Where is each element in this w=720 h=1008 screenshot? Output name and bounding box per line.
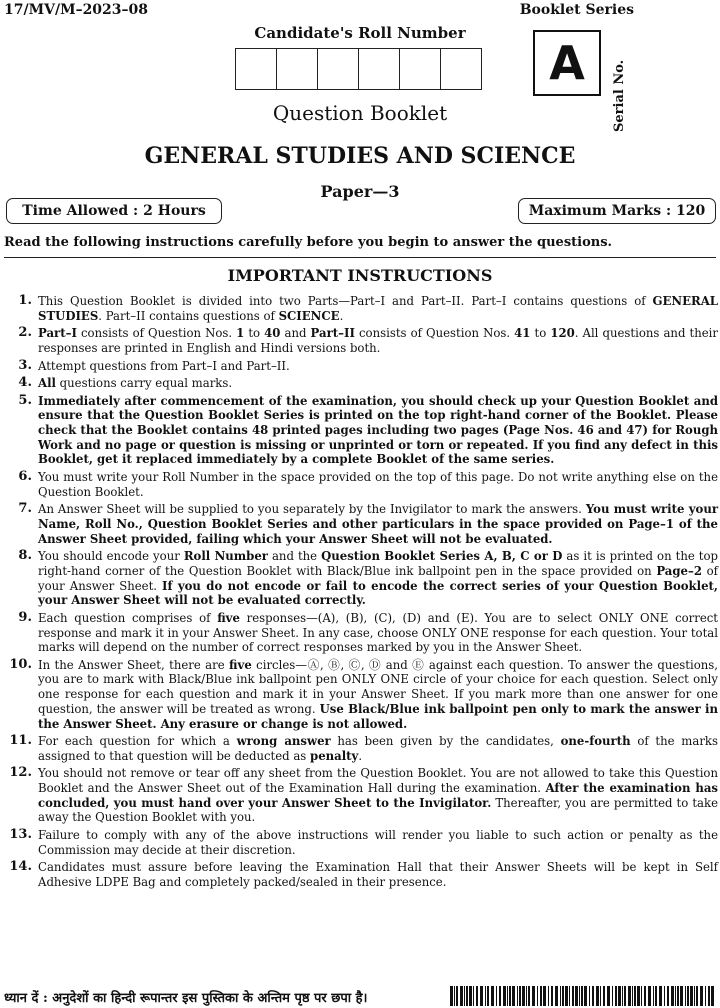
instruction-item xyxy=(8,326,718,355)
instruction-text: You should encode your Roll Number and the Question Booklet Series A, B, C or D as it is printed on the top right-hand corner of the Question Booklet with Black/Blue ink ballpoint pen in the space provided on Page–2 of your Answer Sheet. If you do not encode or fail to encode the correct series of your Question Booklet, your Answer Sheet will not be evaluated correctly. xyxy=(38,549,719,608)
instruction-item xyxy=(8,470,718,499)
instruction-text: Candidates must assure before leaving the Examination Hall that their Answer Sheets will be kept in Self Adhesive LDPE Bag and completely packed/sealed in their presence. xyxy=(38,860,718,889)
instruction-number: 11. xyxy=(9,733,32,749)
instruction-text: You must write your Roll Number in the space provided on the top of this page. Do not write anything else on the Question Booklet. xyxy=(38,469,718,499)
instruction-item xyxy=(8,611,718,655)
instruction-number: 1. xyxy=(18,293,32,308)
roll-number-box xyxy=(318,49,359,89)
instruction-text: Immediately after commencement of the examination, you should check up your Question Booklet and ensure that the Question Booklet Series is printed on the top right-hand corner of the Booklet. Please check that the Booklet contains 48 printed pages including two pages (Page Nos. 46 and 47) for Rough Work and no page or question is missing or unprinted or torn or repeated. If you find any defect in this Booklet, get it replaced immediately by a complete Booklet of the same series. xyxy=(38,393,718,467)
roll-number-box xyxy=(441,49,481,89)
instruction-item xyxy=(8,294,718,323)
roll-number-box xyxy=(400,49,441,89)
instruction-text: You should not remove or tear off any sheet from the Question Booklet. You are not allowed to take this Question Booklet and the Answer Sheet out of the Examination Hall during the examination. After the examination has concluded, you must hand over your Answer Sheet to the Invigilator. Thereafter, you are permitted to take away the Question Booklet with you. xyxy=(38,766,718,825)
series-letter-box: A xyxy=(533,30,601,96)
instruction-number: 9. xyxy=(18,609,32,625)
instruction-text: Part–I consists of Question Nos. 1 to 40 and Part–II consists of Question Nos. 41 to 120. All questions and their responses are printed in English and Hindi versions both. xyxy=(38,326,718,355)
instruction-number: 3. xyxy=(18,357,32,373)
instruction-item xyxy=(8,502,718,546)
instruction-item xyxy=(8,549,718,608)
instruction-text: In the Answer Sheet, there are five circles—Ⓐ, Ⓑ, Ⓒ, Ⓓ and Ⓔ against each question. To answer the questions, you are to mark with Black/Blue ink ballpoint pen ONLY ONE circle of your choice for each question. Select only one response for each question and mark it in your Answer Sheet. If you mark more than one answer for one question, the answer will be treated as wrong. Use Black/Blue ink ballpoint pen only to mark the answer in the Answer Sheet. Any erasure or change is not allowed. xyxy=(38,657,718,731)
instructions-list xyxy=(8,294,718,893)
time-allowed-badge: Time Allowed : 2 Hours xyxy=(6,198,222,224)
roll-number-box xyxy=(277,49,318,89)
max-marks-badge: Maximum Marks : 120 xyxy=(518,198,716,224)
roll-number-box xyxy=(236,49,277,89)
instructions-heading: IMPORTANT INSTRUCTIONS xyxy=(227,266,493,285)
instruction-item xyxy=(8,658,718,732)
instruction-item xyxy=(8,376,718,391)
instruction-text: An Answer Sheet will be supplied to you separately by the Invigilator to mark the answers. You must write your Name, Roll No., Question Booklet Series and other particulars in the space provided on Page–1 of the Answer Sheet provided, failing which your Answer Sheet will not be evaluated. xyxy=(38,502,718,546)
roll-number-boxes xyxy=(235,48,482,90)
roll-number-title: Candidate's Roll Number xyxy=(254,24,466,42)
instruction-number: 10. xyxy=(9,656,32,672)
instruction-number: 14. xyxy=(9,859,32,875)
instruction-item xyxy=(8,394,718,468)
read-instruction: Read the following instructions carefully before you begin to answer the questions. xyxy=(4,235,613,250)
instruction-number: 6. xyxy=(18,468,32,484)
booklet-series-label: Booklet Series xyxy=(519,2,634,18)
instruction-item xyxy=(8,828,718,857)
instruction-number: 12. xyxy=(9,765,32,781)
instruction-text: This Question Booklet is divided into two Parts—Part–I and Part–II. Part–I contains questions of GENERAL STUDIES. Part–II contains questions of SCIENCE. xyxy=(38,294,718,323)
serial-number-label: Serial No. xyxy=(612,59,627,132)
instruction-number: 5. xyxy=(18,392,32,408)
instruction-item xyxy=(8,359,718,374)
question-booklet-label: Question Booklet xyxy=(272,101,448,125)
instruction-number: 13. xyxy=(9,827,32,843)
hindi-footer-note: ध्यान दें : अनुदेशों का हिन्दी रूपान्तर इस पुस्तिका के अन्तिम पृष्ठ पर छपा है। xyxy=(4,991,368,1006)
instruction-text: Failure to comply with any of the above instructions will render you liable to such action or penalty as the Commission may decide at their discretion. xyxy=(38,828,718,857)
instruction-number: 2. xyxy=(18,325,32,341)
booklet-code: 17/MV/M–2023–08 xyxy=(4,2,149,18)
instruction-text: All questions carry equal marks. xyxy=(38,376,233,391)
page-title: GENERAL STUDIES AND SCIENCE xyxy=(144,143,576,169)
instruction-number: 4. xyxy=(18,375,32,391)
instruction-text: Each question comprises of five responses—(A), (B), (C), (D) and (E). You are to select ONLY ONE correct response and mark it in your Answer Sheet. In any case, choose ONLY ONE response for each question. Your total marks will depend on the number of correct responses marked by you in the Answer Sheet. xyxy=(38,610,718,655)
instruction-item xyxy=(8,860,718,889)
instruction-number: 7. xyxy=(18,501,32,517)
divider xyxy=(4,257,716,258)
roll-number-box xyxy=(359,49,400,89)
instruction-text: For each question for which a wrong answer has been given by the candidates, one-fourth of the marks assigned to that question will be deducted as penalty. xyxy=(38,734,718,763)
instruction-number: 8. xyxy=(18,548,32,564)
paper-label: Paper—3 xyxy=(320,182,400,201)
instruction-item xyxy=(8,734,718,763)
instruction-text: Attempt questions from Part–I and Part–II. xyxy=(38,358,290,373)
instruction-item xyxy=(8,766,718,825)
barcode-icon xyxy=(450,986,716,1006)
